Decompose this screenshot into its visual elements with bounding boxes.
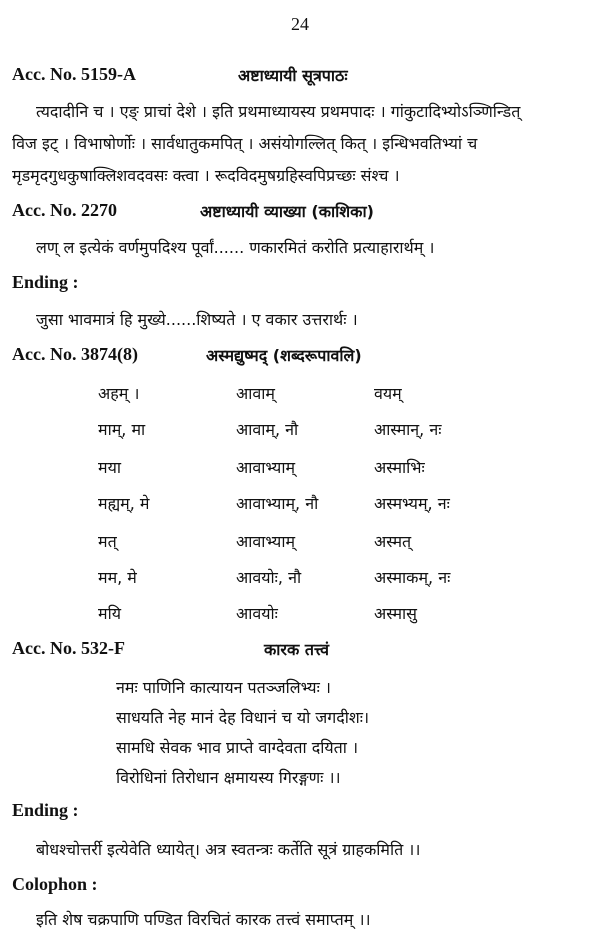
text-line: विज इट् । विभाषोर्णोः । सार्वधातुकमपित् । असंयोगल्लित् कित् । इन्धिभवतिभ्यां च — [12, 134, 478, 153]
table-cell: अहम् । — [98, 384, 140, 403]
colophon-label: Colophon : — [12, 874, 98, 894]
table-cell: आवाभ्याम् — [236, 458, 296, 477]
ending-label: Ending : — [12, 272, 79, 292]
verse-line: विरोधिनां तिरोधान क्षमायस्य गिरङ्गणः ।। — [116, 768, 341, 787]
acc-number-2270: Acc. No. 2270 — [12, 200, 117, 220]
table-cell: अस्मासु — [374, 604, 417, 623]
table-cell: आवाभ्याम्, नौ — [236, 494, 319, 513]
table-cell: मया — [98, 458, 121, 477]
table-cell: मत् — [98, 532, 117, 551]
colophon-text: इति शेष चक्रपाणि पण्डित विरचितं कारक तत्त्वं समाप्तम् ।। — [36, 910, 371, 929]
table-cell: मह्यम्, मे — [98, 494, 150, 513]
table-cell: वयम् — [374, 384, 402, 403]
verse-line: साधयति नेह मानं देह विधानं च यो जगदीशः। — [116, 708, 370, 727]
ending-text: बोधश्चोत्तर्री इत्येवेति ध्यायेत्। अत्र स्वतन्त्रः कर्तेति सूत्रं ग्राहकमिति ।। — [36, 840, 421, 859]
table-cell: आवयोः, नौ — [236, 568, 302, 587]
text-line: लण् ल इत्येकं वर्णमुपदिश्य पूर्वां...... णकारमितं करोति प्रत्याहारार्थम् । — [36, 238, 435, 257]
table-cell: अस्मभ्यम्, नः — [374, 494, 450, 513]
table-cell: मयि — [98, 604, 121, 623]
text-line: त्यदादीनि च । एङ् प्राचां देशे । इति प्रथमाध्यायस्य प्रथमपादः । गांकुटादिभ्योऽञ्णिन्डित् — [36, 102, 521, 121]
acc-number-532f: Acc. No. 532-F — [12, 638, 125, 658]
table-cell: आवयोः — [236, 604, 278, 623]
text-line: मृडमृदगुधकुषाक्लिशवदवसः क्त्वा । रूदविदमुषग्रहिस्वपिप्रच्छः संश्च । — [12, 166, 400, 185]
table-cell: आवाम् — [236, 384, 275, 403]
table-cell: माम्, मा — [98, 420, 146, 439]
table-cell: अस्माकम्, नः — [374, 568, 451, 587]
table-cell: अस्मत् — [374, 532, 412, 551]
table-cell: आवाम्, नौ — [236, 420, 299, 439]
section-title-sutrapatha: अष्टाध्यायी सूत्रपाठः — [238, 66, 348, 85]
ending-label: Ending : — [12, 800, 79, 820]
verse-line: नमः पाणिनि कात्यायन पतञ्जलिभ्यः । — [116, 678, 331, 697]
verse-line: सामधि सेवक भाव प्राप्ते वाग्देवता दयिता । — [116, 738, 359, 757]
page-number: 24 — [291, 14, 309, 34]
table-cell: आवाभ्याम् — [236, 532, 296, 551]
section-title-karaka-tattva: कारक तत्त्वं — [264, 640, 330, 659]
section-title-shabdarupavali: अस्मद्युष्मद् (शब्दरूपावलि) — [206, 346, 362, 365]
table-cell: अस्माभिः — [374, 458, 425, 477]
acc-number-3874: Acc. No. 3874(8) — [12, 344, 138, 364]
section-title-kashika: अष्टाध्यायी व्याख्या (काशिका) — [200, 202, 374, 221]
table-cell: आस्मान्, नः — [374, 420, 442, 439]
table-cell: मम, मे — [98, 568, 137, 587]
acc-number-5159a: Acc. No. 5159-A — [12, 64, 136, 84]
ending-text: जुसा भावमात्रं हि मुख्ये......शिष्यते । ए वकार उत्तरार्थः । — [36, 310, 358, 329]
